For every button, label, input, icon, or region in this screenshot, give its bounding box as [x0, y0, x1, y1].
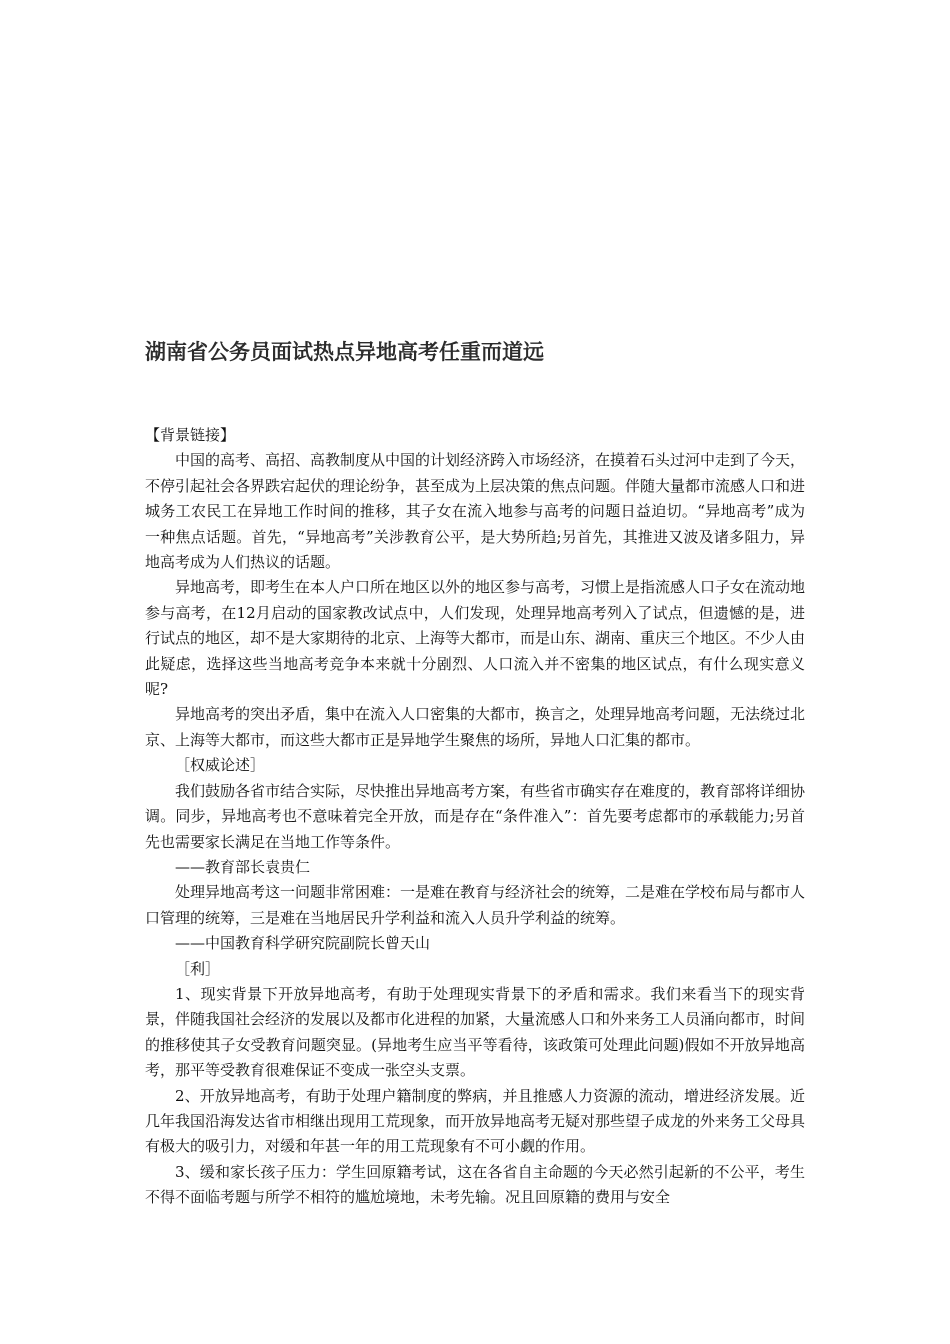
paragraph: ——中国教育科学研究院副院长曾天山 — [175, 934, 431, 953]
paragraph: 【背景链接】 — [145, 426, 236, 444]
paragraph: 3、缓和家长孩子压力：学生回原籍考试，这在各省自主命题的今天必然引起新的不公平，考生不得不面临考题与所学不相符的尴尬境地，未考先输。况且回原籍的费用与安全 — [145, 1162, 805, 1207]
document-title: 湖南省公务员面试热点异地高考任重而道远 — [145, 340, 544, 364]
paragraph: 处理异地高考这一问题非常困难：一是难在教育与经济社会的统筹，二是难在学校布局与都市人口管理的统筹，三是难在当地居民升学利益和流入人员升学利益的统筹。 — [145, 883, 806, 927]
document-body — [145, 423, 805, 1211]
paragraph: 2、开放异地高考，有助于处理户籍制度的弊病，并且推感人力资源的流动，增进经济发展。近几年我国沿海发达省市相继出现用工荒现象，而开放异地高考无疑对那些望子成龙的外来务工父母具有极大的吸引力，对缓和年甚一年的用工荒现象有不可小觑的作用。 — [145, 1086, 806, 1156]
paragraph: 中国的高考、高招、高教制度从中国的计划经济跨入市场经济，在摸着石头过河中走到了今天，不停引起社会各界跌宕起伏的理论纷争，甚至成为上层决策的焦点问题。伴随大量都市流感人口和进城务工农民工在异地工作时间的推移，其子女在流入地参与高考的问题日益迫切。“异地高考”成为一种焦点话题。首先，“异地高考”关涉教育公平，是大势所趋;另首先，其推进又波及诸多阻力，异地高考成为人们热议的话题。 — [145, 451, 806, 572]
paragraph: 异地高考的突出矛盾，集中在流入人口密集的大都市，换言之，处理异地高考问题，无法绕过北京、上海等大都市，而这些大都市正是异地学生聚焦的场所，异地人口汇集的都市。 — [145, 705, 806, 749]
paragraph: 我们鼓励各省市结合实际，尽快推出异地高考方案，有些省市确实存在难度的，教育部将详细协调。同步，异地高考也不意味着完全开放，而是存在“条件准入”：首先要考虑都市的承载能力;另首先也需要家长满足在当地工作等条件。 — [145, 781, 806, 851]
paragraph: ［利］ — [175, 959, 221, 978]
paragraph: 异地高考，即考生在本人户口所在地区以外的地区参与高考，习惯上是指流感人口子女在流动地参与高考，在12月启动的国家教改试点中，人们发现，处理异地高考列入了试点，但遗憾的是，进行试点的地区，却不是大家期待的北京、上海等大都市，而是山东、湖南、重庆三个地区。不少人由此疑虑，选择这些当地高考竞争本来就十分剧烈、人口流入并不密集的地区试点，有什么现实意义呢? — [145, 578, 806, 699]
paragraph: ——教育部长袁贵仁 — [175, 857, 311, 876]
paragraph: ［权威论述］ — [175, 756, 266, 775]
paragraph: 1、现实背景下开放异地高考，有助于处理现实背景下的矛盾和需求。我们来看当下的现实背景，伴随我国社会经济的发展以及都市化进程的加紧，大量流感人口和外来务工人员涌向都市，时间的推移使其子女受教育问题突显。(异地考生应当平等看待，该政策可处理此问题)假如不开放异地高考，那平等受教育很难保证不变成一张空头支票。 — [145, 984, 806, 1080]
